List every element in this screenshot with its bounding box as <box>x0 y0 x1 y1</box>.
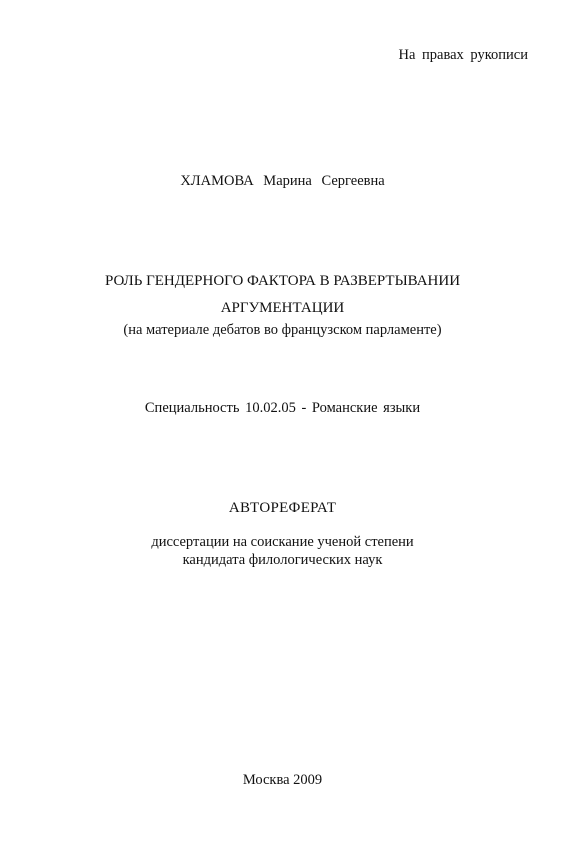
document-type-heading: АВТОРЕФЕРАТ <box>228 500 337 516</box>
manuscript-rights-note: На правах рукописи <box>398 47 528 63</box>
author-name: ХЛАМОВА Марина Сергеевна <box>180 173 385 189</box>
title-subtitle: (на материале дебатов во французском парламенте) <box>123 322 442 338</box>
degree-purpose-line-2: кандидата филологических наук <box>182 552 383 568</box>
degree-purpose-line-1: диссертации на соискание ученой степени <box>151 534 414 550</box>
specialty-line: Специальность 10.02.05 - Романские языки <box>144 400 421 416</box>
title-line-1: РОЛЬ ГЕНДЕРНОГО ФАКТОРА В РАЗВЕРТЫВАНИИ <box>104 273 461 289</box>
city-year: Москва 2009 <box>242 772 323 788</box>
title-line-2: АРГУМЕНТАЦИИ <box>220 300 345 316</box>
